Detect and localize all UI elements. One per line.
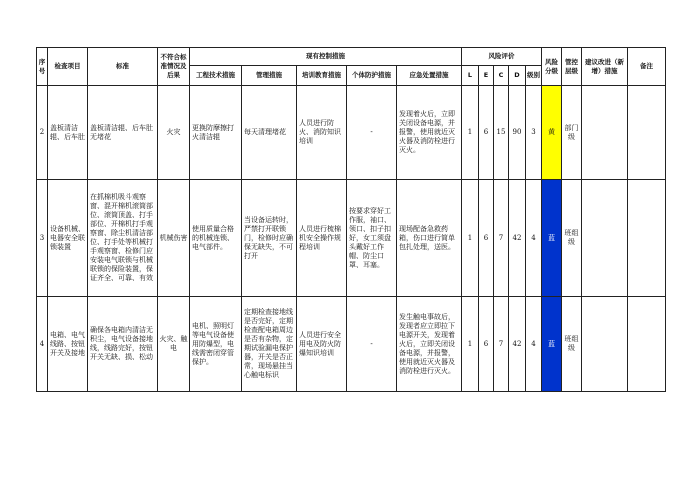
row-D: 90 bbox=[509, 86, 526, 180]
col-level-header: 级别 bbox=[526, 66, 542, 86]
row-D: 42 bbox=[509, 297, 526, 392]
row-ppe: 按要求穿好工作服，袖口、领口、扣子扣好，女工须盘头戴好工作帽、防尘口罩、耳塞。 bbox=[347, 180, 397, 297]
current-controls-header: 现有控制措施 bbox=[190, 48, 462, 66]
row-standard: 盖板清洁辊、后车肚无堵花 bbox=[88, 86, 158, 180]
col-item-header: 检查项目 bbox=[48, 48, 88, 86]
row-emergency: 发生触电事故后，发现者应立即拉下电源开关，发现着火后，立即关闭设备电源，并报警，使用就近灭火器及消防栓进行灭火。 bbox=[397, 297, 462, 392]
col-emergency-header: 应急处置措施 bbox=[397, 66, 462, 86]
col-risk-grade-header: 风险分级 bbox=[542, 48, 562, 86]
row-level: 3 bbox=[526, 86, 542, 180]
row-consequence: 火灾、触电 bbox=[158, 297, 190, 392]
row-level: 4 bbox=[526, 180, 542, 297]
col-training-header: 培训教育措施 bbox=[297, 66, 347, 86]
row-control-level: 部门级 bbox=[562, 86, 582, 180]
row-level: 4 bbox=[526, 297, 542, 392]
header-row-1 bbox=[37, 48, 666, 66]
table-row bbox=[37, 86, 666, 180]
col-remark-header: 备注 bbox=[628, 48, 666, 86]
table-row bbox=[37, 297, 666, 392]
row-item: 设备机械、电器安全联锁装置 bbox=[48, 180, 88, 297]
col-suggestion-header: 建议改进（新增）措施 bbox=[582, 48, 628, 86]
row-standard: 在抓棉机吸斗观察窗、混开棉机滚筒部位、滚筒顶盖、打手部位、开棉机打手观察窗、除尘机清洁部位、打手处等机械打手观察窗、检修门应安装电气联锁与机械联锁的保险装置，保证齐全、可靠、有效 bbox=[88, 180, 158, 297]
col-E-header: E bbox=[479, 66, 494, 86]
row-engineering: 使用质量合格的机械连锁、电气部件。 bbox=[190, 180, 242, 297]
risk-eval-header: 风险评价 bbox=[462, 48, 542, 66]
row-engineering: 更换防摩擦打火清洁辊 bbox=[190, 86, 242, 180]
row-seq: 4 bbox=[37, 297, 48, 392]
row-suggestion bbox=[582, 86, 628, 180]
row-training: 人员进行安全用电及防火防爆知识培训 bbox=[297, 297, 347, 392]
row-ppe: - bbox=[347, 86, 397, 180]
row-L: 1 bbox=[462, 297, 479, 392]
col-engineering-header: 工程技术措施 bbox=[190, 66, 242, 86]
row-standard: 确保各电箱内清洁无积尘，电气设备接地线，线路完好，按钮开关无缺、损、松动 bbox=[88, 297, 158, 392]
row-management: 每天清理堵花 bbox=[242, 86, 297, 180]
col-management-header: 管理措施 bbox=[242, 66, 297, 86]
row-risk-grade: 蓝 bbox=[542, 297, 562, 392]
row-risk-grade: 黄 bbox=[542, 86, 562, 180]
row-management: 定期检查接地线是否完好，定期检查配电箱周边是否有杂物，定期试验漏电保护器，开关是否正常，现场悬挂当心触电标识 bbox=[242, 297, 297, 392]
row-C: 7 bbox=[494, 180, 509, 297]
row-control-level: 班组级 bbox=[562, 297, 582, 392]
row-E: 6 bbox=[479, 86, 494, 180]
row-item: 盖板清洁辊、后车肚 bbox=[48, 86, 88, 180]
row-ppe: - bbox=[347, 297, 397, 392]
row-training: 人员进行梳棉机安全操作规程培训 bbox=[297, 180, 347, 297]
row-E: 6 bbox=[479, 180, 494, 297]
row-seq: 3 bbox=[37, 180, 48, 297]
row-L: 1 bbox=[462, 180, 479, 297]
row-suggestion bbox=[582, 297, 628, 392]
row-C: 7 bbox=[494, 297, 509, 392]
row-C: 15 bbox=[494, 86, 509, 180]
col-standard-header: 标准 bbox=[88, 48, 158, 86]
row-consequence: 火灾 bbox=[158, 86, 190, 180]
row-training: 人员进行防火、消防知识培训 bbox=[297, 86, 347, 180]
row-suggestion bbox=[582, 180, 628, 297]
row-E: 6 bbox=[479, 297, 494, 392]
row-L: 1 bbox=[462, 86, 479, 180]
col-ppe-header: 个体防护措施 bbox=[347, 66, 397, 86]
col-control-level-header: 管控层级 bbox=[562, 48, 582, 86]
row-engineering: 电机、照明灯等电气设备使用防爆型，电线需密闭穿管保护。 bbox=[190, 297, 242, 392]
col-seq-header: 序号 bbox=[37, 48, 48, 86]
row-control-level: 班组级 bbox=[562, 180, 582, 297]
risk-assessment-table bbox=[36, 47, 666, 392]
table-row bbox=[37, 180, 666, 297]
row-seq: 2 bbox=[37, 86, 48, 180]
col-L-header: L bbox=[462, 66, 479, 86]
row-D: 42 bbox=[509, 180, 526, 297]
row-remark bbox=[628, 297, 666, 392]
row-remark bbox=[628, 86, 666, 180]
row-consequence: 机械伤害 bbox=[158, 180, 190, 297]
row-risk-grade: 蓝 bbox=[542, 180, 562, 297]
col-C-header: C bbox=[494, 66, 509, 86]
col-D-header: D bbox=[509, 66, 526, 86]
col-consequence-header: 不符合标准情况及后果 bbox=[158, 48, 190, 86]
row-emergency: 现场配备急救药箱，伤口进行简单包扎处理，送医。 bbox=[397, 180, 462, 297]
row-management: 当设备运转时，严禁打开联锁门，检修时应确保无缺失，不可打开 bbox=[242, 180, 297, 297]
row-remark bbox=[628, 180, 666, 297]
row-item: 电箱、电气线路、按钮开关及接地 bbox=[48, 297, 88, 392]
row-emergency: 发现着火后，立即关闭设备电源，并报警，使用就近灭火器及消防栓进行灭火。 bbox=[397, 86, 462, 180]
